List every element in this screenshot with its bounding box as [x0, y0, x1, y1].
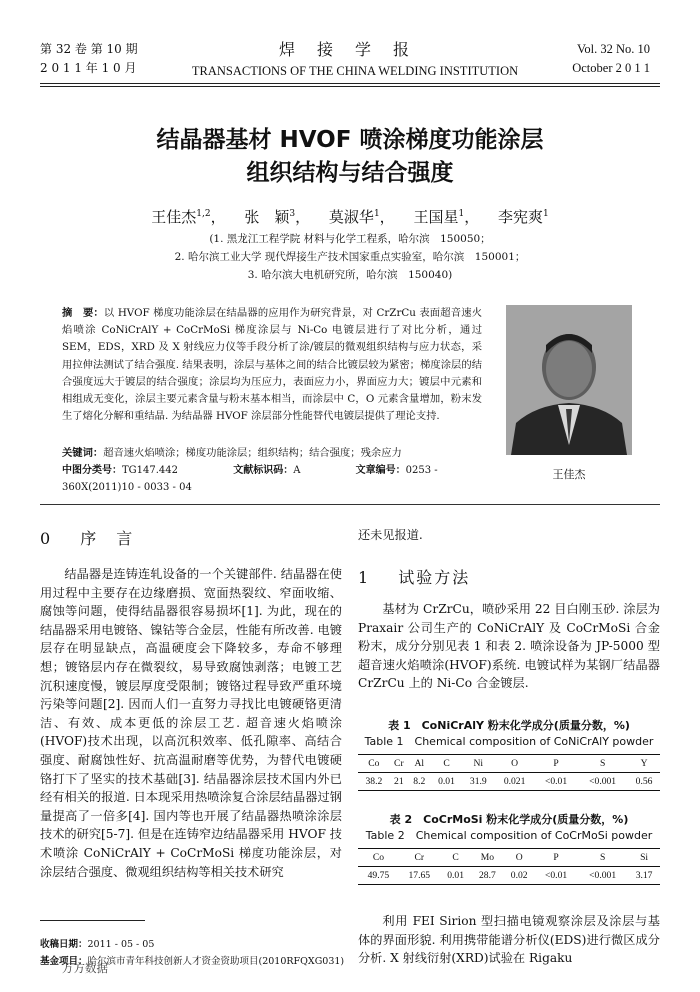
table-cell: 0.02	[510, 870, 528, 881]
abstract-text: 以 HVOF 梯度功能涂层在结晶器的应用作为研究背景，对 CrZrCu 表面超音速火焰喷涂 CoNiCrAlY + CoCrMoSi 梯度涂层与 Ni-Co 电镀层进行了对比分析，通过 SEM，EDS，XRD 及 X 射线应力仪等手段分析了涂/镀层的微观组织结构与应力状态，采用拉伸法测试了结合强度. 结果表明，涂层与基体之间的结合比镀层较为紧密；梯度涂层的结合强度远大于镀层的结合强度；涂层均为压应力，表面应力小，界面应力大；镀层中元素和相组成无变化，涂层主要元素含量与粉末基本相当，而涂层中 C，O 元素含量增加，粉末发生了熔化分解和重结晶. 为结晶器 HVOF 涂层部分性能替代电镀层提供了理论支持.	[62, 307, 482, 423]
journal-name-cn: 焊接学报	[278, 40, 431, 59]
title-line-1: 结晶器基材 HVOF 喷涂梯度功能涂层	[156, 127, 544, 153]
table-header-cell: Si	[640, 852, 649, 863]
paper-title	[40, 124, 660, 190]
keywords	[62, 445, 492, 462]
author: 莫淑华$^1$，	[328, 208, 395, 226]
received-date: 收稿日期：2011 - 05 - 05	[40, 939, 155, 950]
method-paragraph-2: 利用 FEI Sirion 型扫描电镜观察涂层及涂层与基体的界面形貌. 利用携带能谱分析仪(EDS)进行微区成分分析. X 射线衍射(XRD)试验在 Rigaku	[358, 914, 660, 966]
section-0-heading: 0 序 言	[40, 529, 135, 548]
table-cell: 21	[394, 776, 404, 787]
clc-number: TG147.442	[122, 465, 179, 476]
author-photo	[506, 305, 632, 455]
table-cell: 31.9	[469, 776, 487, 787]
table-2	[358, 812, 660, 885]
doc-code: A	[293, 465, 301, 476]
affiliations	[40, 230, 660, 284]
title-line-2: 组织结构与结合强度	[246, 160, 454, 186]
header-rule-thick	[40, 83, 660, 84]
abstract-label: 摘 要：	[62, 307, 104, 319]
abstract-separator-rule	[40, 504, 660, 505]
table-cell: 0.56	[635, 776, 653, 787]
date-en: October 2 0 1 1	[572, 61, 650, 75]
table-header-cell: Ni	[473, 758, 484, 769]
author: 王国星$^1$，	[413, 208, 480, 226]
footnote-rule	[40, 920, 145, 921]
table-cell: 17.65	[408, 870, 431, 881]
journal-name-en: TRANSACTIONS OF THE CHINA WELDING INSTITUTION	[191, 64, 519, 78]
section-1-heading: 1 试验方法	[358, 568, 471, 587]
table-row	[358, 867, 660, 885]
classification-info: 中图分类号：TG147.442 文献标识码：A 文章编号：0253 - 360X(2011)10 - 0033 - 04	[62, 465, 438, 493]
table-2-grid	[358, 848, 660, 885]
journal-header-center	[185, 40, 525, 80]
journal-header-left	[40, 40, 138, 78]
affiliation: 3. 哈尔滨大电机研究所，哈尔滨 150040)	[247, 269, 453, 281]
table-header-cell: P	[553, 758, 559, 769]
table-header-cell: Cr	[414, 852, 425, 863]
table-2-title-en: Table 2 Chemical composition of CoCrMoSi powder	[365, 829, 653, 842]
table-cell: <0.01	[544, 776, 568, 787]
journal-header-right	[572, 40, 650, 78]
table-cell: 49.75	[367, 870, 390, 881]
method-paragraph-1: 基材为 CrZrCu，喷砂采用 22 目白刚玉砂. 涂层为 Praxair 公司生产的 CoNiCrAlY 及 CoCrMoSi 合金粉末，成分分别见表 1 和表 2. 喷涂设备为 JP-5000 型超音速火焰喷涂(HVOF)系统. 电镀试样为某钢厂结晶器 CrZrCu 上的 Ni-Co 合金镀层.	[358, 602, 660, 691]
author: 张 颖$^3$，	[244, 208, 311, 226]
intro-continuation: 还未见报道.	[358, 528, 423, 542]
fund-project: 基金项目：哈尔滨市青年科技创新人才资金资助项目(2010RFQXG031)	[40, 956, 345, 967]
table-2-title-cn: 表 2 CoCrMoSi 粉末化学成分(质量分数，%)	[389, 813, 629, 826]
table-header-cell: O	[511, 758, 519, 769]
affiliation: 2. 哈尔滨工业大学 现代焊接生产技术国家重点实验室，哈尔滨 150001；	[174, 251, 526, 263]
volume-issue-en: Vol. 32 No. 10	[576, 42, 650, 56]
table-cell: 0.021	[503, 776, 526, 787]
table-cell: <0.01	[544, 870, 568, 881]
intro-paragraph: 结晶器是连铸连轧设备的一个关键部件. 结晶器在使用过程中主要存在边缘磨损、宽面热裂纹、窄面收缩、腐蚀等问题，使得结晶器很容易损坏[1]. 为此，现在的结晶器采用电镀铬、镍钴等合金层，性能有所改善. 电镀层存在明显缺点，高温硬度会下降较多，寿命不够理想；镀铬层内存在微裂纹，易导致腐蚀剥落；电镀工艺沉积速度慢，镀层厚度受限制；镀铬过程导致严重环境污染等问题[2]. 因而人们一直努力寻找比电镀硬铬更清洁、有效、成本更低的涂层工艺. 超音速火焰喷涂(HVOF)技术出现，以高沉积效率、低孔隙率、高结合强度、耐腐蚀性好、抗高温耐磨等优势，为替代电镀硬铬打下了坚实的技术基础[3]. 结晶器涂层技术国内外已经有相关的报道. 日本现采用热喷涂复合涂层结晶器过钢量提高了一倍多[4]. 国内等也开展了结晶器热喷涂涂层技术的研究[5-7]. 但是在连铸窄边结晶器采用 HVOF 技术喷涂 CoNiCrAlY + CoCrMoSi 梯度功能涂层，对涂层结合强度、微观组织结构等相关技术研究	[40, 567, 342, 879]
table-cell: <0.001	[589, 776, 617, 787]
table-cell: <0.001	[589, 870, 617, 881]
table-cell: 0.01	[438, 776, 455, 787]
table-cell: 8.2	[413, 776, 426, 787]
table-1	[358, 718, 660, 791]
date-cn: 2 0 1 1 年 1 0 月	[40, 61, 137, 75]
table-row	[358, 773, 660, 791]
author-list	[40, 206, 660, 227]
table-header-cell: Y	[640, 758, 648, 769]
watermark: 万方数据	[62, 961, 108, 975]
table-cell: 38.2	[365, 776, 383, 787]
photo-caption: 王佳杰	[552, 468, 586, 481]
table-header-cell: Co	[368, 758, 380, 769]
author-portrait-icon	[506, 305, 632, 455]
keywords-text: 超音速火焰喷涂；梯度功能涂层；组织结构；结合强度；残余应力	[103, 447, 402, 459]
article-number: 0253 - 360X(2011)10 - 0033 - 04	[62, 465, 438, 493]
table-header-cell: Mo	[480, 852, 495, 863]
table-1-title-en: Table 1 Chemical composition of CoNiCrAlY powder	[364, 735, 654, 748]
table-cell: 3.17	[635, 870, 653, 881]
table-header-cell: Al	[414, 758, 425, 769]
table-header-cell: O	[515, 852, 523, 863]
table-cell: 28.7	[478, 870, 496, 881]
header-rule-thin	[40, 86, 660, 87]
table-header-cell: Cr	[394, 758, 404, 769]
abstract	[62, 305, 482, 425]
table-header-cell: P	[553, 852, 559, 863]
volume-issue-cn: 第 32 卷 第 10 期	[40, 42, 138, 56]
table-header-cell: C	[452, 852, 459, 863]
affiliation: (1. 黑龙江工程学院 材料与化学工程系，哈尔滨 150050；	[209, 233, 491, 245]
table-header-cell: S	[599, 758, 606, 769]
table-cell: 0.01	[447, 870, 464, 881]
author: 王佳杰$^{1,2}$，	[151, 208, 226, 226]
table-header-cell: C	[443, 758, 450, 769]
keywords-label: 关键词：	[62, 447, 104, 459]
table-1-grid	[358, 754, 660, 791]
table-header-cell: Co	[372, 852, 385, 863]
table-1-title-cn: 表 1 CoNiCrAlY 粉末化学成分(质量分数，%)	[388, 719, 630, 732]
table-header-cell: S	[599, 852, 606, 863]
author: 李宪爽$^1$	[498, 208, 549, 226]
